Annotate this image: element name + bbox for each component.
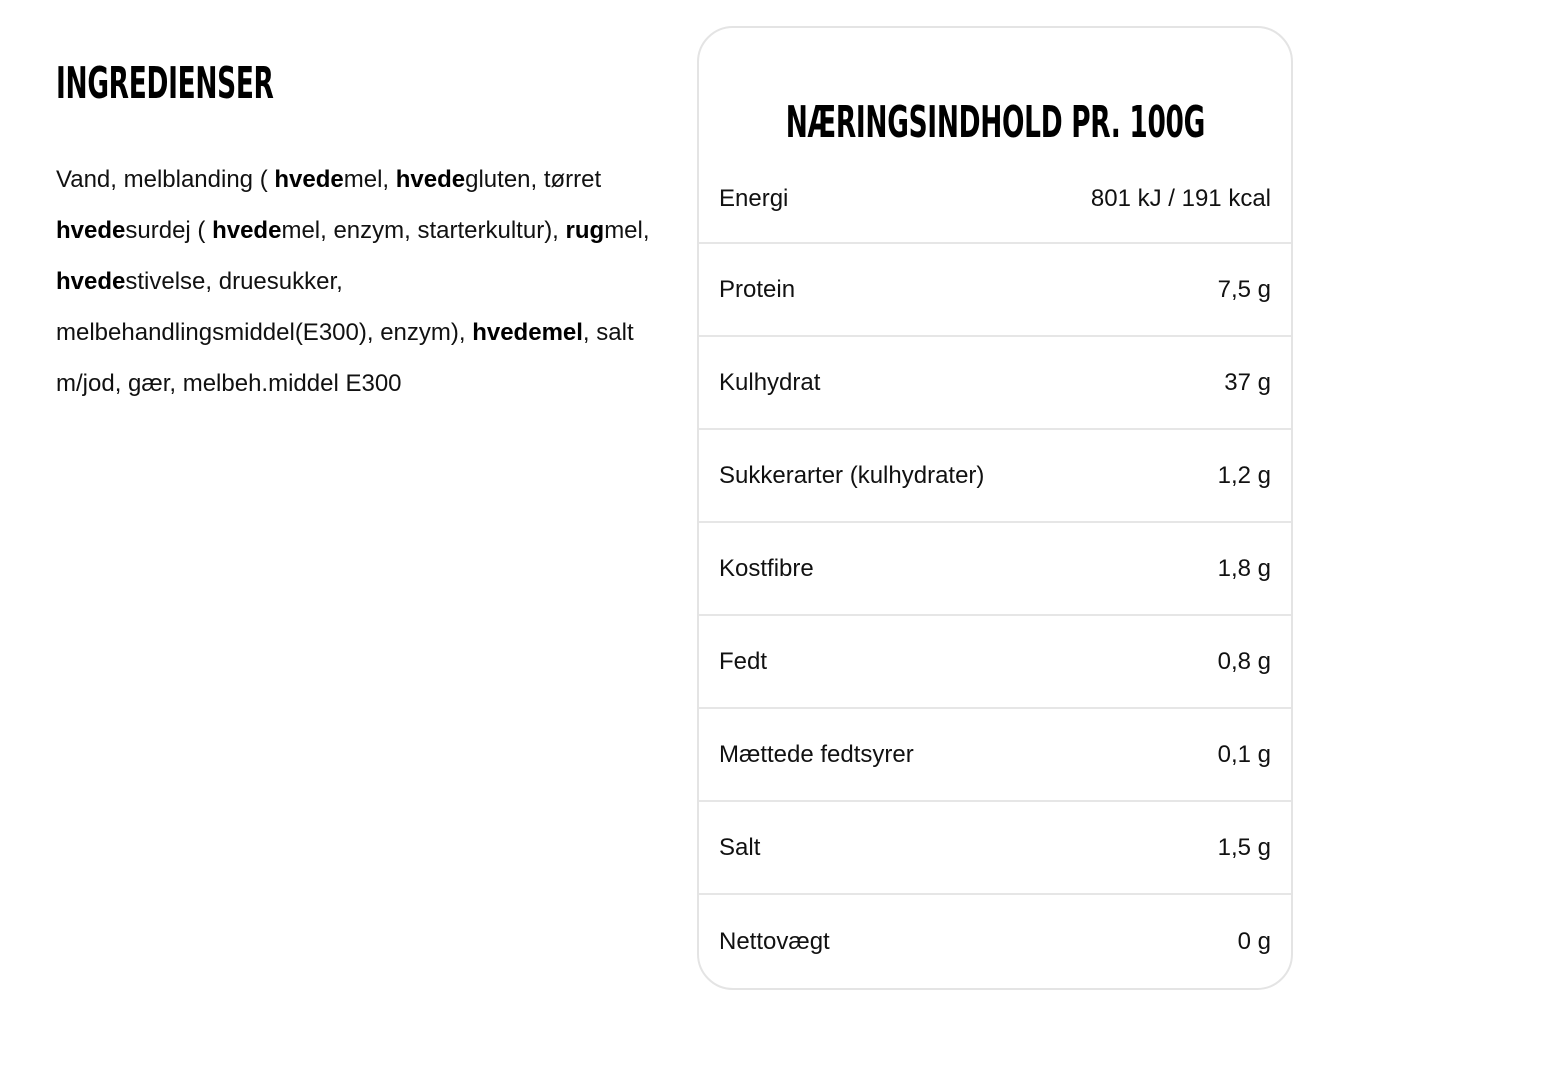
ingredient-segment: , salt m/jod, gær, melbeh.middel E300 (56, 319, 634, 397)
ingredient-segment: surdej ( (125, 217, 213, 244)
nutrition-label: Salt (719, 833, 761, 861)
nutrition-row-protein (699, 244, 1291, 337)
nutrition-row-carbohydrate (699, 337, 1291, 430)
ingredient-segment: mel, (343, 166, 396, 193)
nutrition-value: 1,5 g (1217, 833, 1271, 861)
ingredient-allergen: hvede (56, 217, 126, 244)
nutrition-label: Kulhydrat (719, 368, 821, 396)
nutrition-value: 7,5 g (1217, 275, 1271, 303)
ingredient-segment: gluten, tørret (465, 166, 602, 193)
ingredient-segment: stivelse, druesukker, melbehandlingsmiddel(E300), enzym), (56, 268, 473, 346)
nutrition-row-fibre (699, 523, 1291, 616)
nutrition-value: 0 g (1237, 927, 1271, 955)
nutrition-label: Energi (719, 185, 789, 212)
ingredient-allergen: hvede (56, 268, 126, 295)
ingredient-allergen: hvedemel (472, 319, 583, 346)
ingredient-segment: Vand, melblanding ( (56, 166, 275, 193)
nutrition-label: Nettovægt (719, 927, 830, 955)
ingredients-heading-wrap (56, 56, 656, 112)
nutrition-title: NÆRINGSINDHOLD PR. 100G (785, 96, 1205, 148)
ingredient-allergen: hvede (274, 166, 344, 193)
ingredients-section (56, 56, 656, 433)
ingredients-text (56, 154, 656, 409)
nutrition-value: 0,1 g (1217, 740, 1271, 768)
ingredient-allergen: rug (565, 217, 605, 244)
nutrition-row-sugars (699, 430, 1291, 523)
nutrition-label: Protein (719, 275, 796, 303)
nutrition-value: 0,8 g (1217, 647, 1271, 675)
nutrition-label: Kostfibre (719, 554, 814, 582)
ingredients-heading: INGREDIENSER (56, 58, 274, 109)
ingredient-allergen: hvede (395, 166, 466, 193)
ingredient-segment: mel, enzym, starterkultur), (281, 217, 566, 244)
nutrition-row-net-weight (699, 895, 1291, 988)
nutrition-value: 37 g (1224, 368, 1271, 396)
nutrition-row-fat (699, 616, 1291, 709)
nutrition-label: Sukkerarter (kulhydrater) (719, 461, 985, 489)
nutrition-row-energy (699, 156, 1291, 244)
nutrition-table (699, 156, 1291, 988)
nutrition-label: Mættede fedtsyrer (719, 740, 914, 768)
nutrition-label: Fedt (719, 647, 768, 675)
nutrition-card (697, 26, 1293, 990)
nutrition-value: 801 kJ / 191 kcal (1090, 185, 1271, 212)
ingredient-segment: mel, (604, 217, 650, 244)
nutrition-row-saturated-fat (699, 709, 1291, 802)
nutrition-title-wrap (699, 28, 1291, 156)
nutrition-value: 1,2 g (1217, 461, 1271, 489)
nutrition-value: 1,8 g (1217, 554, 1271, 582)
nutrition-row-salt (699, 802, 1291, 895)
ingredient-allergen: hvede (212, 217, 282, 244)
